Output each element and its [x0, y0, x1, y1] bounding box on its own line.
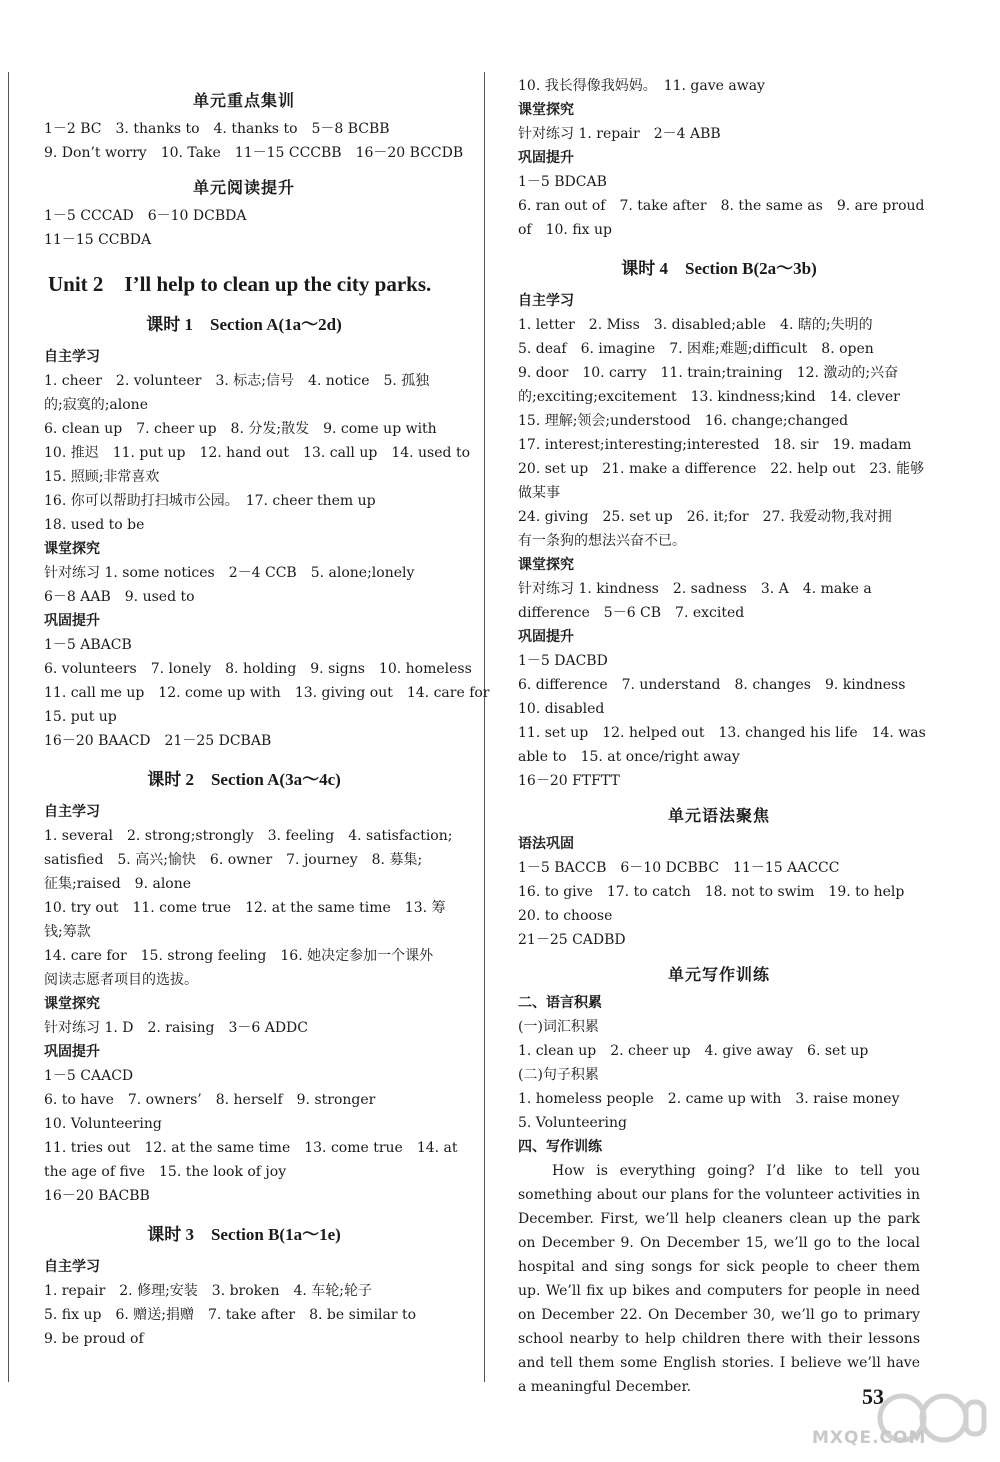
consolidate-label: 巩固提升 — [44, 613, 100, 629]
answer-line: 6. clean up 7. cheer up 8. 分发;散发 9. come up with — [44, 421, 437, 437]
answer-line: 1. letter 2. Miss 3. disabled;able 4. 瞎的;失明的 — [518, 317, 873, 333]
answer-line: 征集;raised 9. alone — [44, 876, 192, 892]
self-study-label: 自主学习 — [44, 804, 100, 820]
answer-line: 10. try out 11. come true 12. at the same time 13. 筹 — [44, 900, 446, 916]
answer-line: difference 5－6 CB 7. excited — [518, 605, 745, 621]
answer-line: 1. cheer 2. volunteer 3. 标志;信号 4. notice 5. 孤独 — [44, 373, 430, 389]
answer-line: 1. several 2. strong;strongly 3. feeling 4. satisfaction; — [44, 828, 453, 844]
answer-line: 的;寂寞的;alone — [44, 397, 148, 413]
answer-line: 16－20 BACBB — [44, 1188, 150, 1204]
answer-line: 15. 理解;领会;understood 16. change;changed — [518, 413, 849, 429]
answer-line: 1－5 ABACB — [44, 637, 132, 653]
answer-line: 的;exciting;excitement 13. kindness;kind 14. clever — [518, 389, 900, 405]
answer-line: 10. disabled — [518, 701, 605, 717]
answer-line: 11. tries out 12. at the same time 13. come true 14. at — [44, 1140, 458, 1156]
answer-line: 5. Volunteering — [518, 1115, 627, 1131]
answer-line: 14. care for 15. strong feeling 16. 她决定参加一个课外 — [44, 948, 434, 964]
lesson-1-title: 课时 1 Section A(1a～2d) — [146, 315, 342, 334]
answer-line: 21－25 CADBD — [518, 932, 626, 948]
answer-line: 6. volunteers 7. lonely 8. holding 9. signs 10. homeless — [44, 661, 472, 677]
answer-line: 9. be proud of — [44, 1331, 144, 1347]
sentence-label: (二)句子积累 — [518, 1067, 599, 1083]
answer-line: 针对练习 1. D 2. raising 3－6 ADDC — [44, 1020, 308, 1036]
answer-line: 10. 我长得像我妈妈。 11. gave away — [518, 78, 765, 94]
answer-line: 11. call me up 12. come up with 13. giving out 14. care for — [44, 685, 490, 701]
explore-label: 课堂探究 — [44, 541, 100, 557]
answer-line: 20. to choose — [518, 908, 613, 924]
answer-line: 1－5 DACBD — [518, 653, 608, 669]
answer-line: 16. 你可以帮助打扫城市公园。 17. cheer them up — [44, 493, 376, 509]
vocab-label: (一)词汇积累 — [518, 1019, 599, 1035]
answer-line: 1－5 BACCB 6－10 DCBBC 11－15 AACCC — [518, 860, 840, 876]
left-column — [44, 70, 490, 1351]
self-study-label: 自主学习 — [518, 293, 574, 309]
answer-line: able to 15. at once/right away — [518, 749, 740, 765]
self-study-label: 自主学习 — [44, 349, 100, 365]
grammar-heading: 单元语法聚焦 — [667, 806, 770, 825]
answer-line: 10. Volunteering — [44, 1116, 162, 1132]
answer-line: 17. interest;interesting;interested 18. sir 19. madam — [518, 437, 912, 453]
answer-line: 针对练习 1. kindness 2. sadness 3. A 4. make a — [518, 581, 872, 597]
consolidate-label: 巩固提升 — [518, 629, 574, 645]
unit-title: Unit 2 I’ll help to clean up the city parks. — [48, 272, 432, 296]
explore-label: 课堂探究 — [44, 996, 100, 1012]
answer-line: of 10. fix up — [518, 222, 612, 238]
answer-line: 1－5 BDCAB — [518, 174, 607, 190]
answer-line: 6－8 AAB 9. used to — [44, 589, 195, 605]
answer-line: 18. used to be — [44, 517, 145, 533]
language-accumulation-label: 二、语言积累 — [518, 995, 602, 1011]
answer-line: 1. clean up 2. cheer up 4. give away 6. set up — [518, 1043, 869, 1059]
answer-line: 1－5 CCCAD 6－10 DCBDA — [44, 208, 247, 224]
answer-line: 钱;筹款 — [44, 924, 91, 940]
sample-essay: How is everything going? I’d like to tell you something about our plans for the volunteer activities in December. First, we’ll help cleaners clean up the park on December 9. On December 15, we’ll go to the local hospital and sing songs for sick people to cheer them up. We’ll fix up bikes and computers for people in need on December 22. On December 30, we’ll go to primary school nearby to help children there with their lessons and tell them some English stories. I believe we’ll have a meaningful December. — [518, 1163, 920, 1395]
answer-line: 16. to give 17. to catch 18. not to swim 19. to help — [518, 884, 905, 900]
lesson-4-title: 课时 4 Section B(2a～3b) — [621, 259, 817, 278]
answer-line: 5. deaf 6. imagine 7. 困难;难题;difficult 8. open — [518, 341, 874, 357]
self-study-label: 自主学习 — [44, 1259, 100, 1275]
answer-line: 5. fix up 6. 赠送;捐赠 7. take after 8. be similar to — [44, 1307, 417, 1323]
answer-line: 6. difference 7. understand 8. changes 9. kindness — [518, 677, 906, 693]
left-border-line — [8, 72, 9, 1382]
answer-line: 11. set up 12. helped out 13. changed his life 14. was — [518, 725, 926, 741]
answer-line: 6. ran out of 7. take after 8. the same as 9. are proud — [518, 198, 925, 214]
consolidate-label: 巩固提升 — [44, 1044, 100, 1060]
unit1-reading-heading: 单元阅读提升 — [192, 178, 295, 197]
answer-line: 针对练习 1. some notices 2－4 CCB 5. alone;lonely — [44, 565, 415, 581]
explore-label: 课堂探究 — [518, 557, 574, 573]
answer-line: 1. repair 2. 修理;安装 3. broken 4. 车轮;轮子 — [44, 1283, 372, 1299]
answer-line: 针对练习 1. repair 2－4 ABB — [518, 126, 721, 142]
answer-line: satisfied 5. 高兴;愉快 6. owner 7. journey 8. 募集; — [44, 852, 423, 868]
consolidate-label: 巩固提升 — [518, 150, 574, 166]
grammar-label: 语法巩固 — [518, 836, 574, 852]
answer-line: 15. 照顾;非常喜欢 — [44, 469, 160, 485]
lesson-3-title: 课时 3 Section B(1a～1e) — [147, 1225, 341, 1244]
answer-line: 20. set up 21. make a difference 22. help out 23. 能够 — [518, 461, 925, 477]
answer-line: the age of five 15. the look of joy — [44, 1164, 287, 1180]
answer-line: 1－2 BC 3. thanks to 4. thanks to 5－8 BCBB — [44, 121, 390, 137]
answer-line: 16－20 BAACD 21－25 DCBAB — [44, 733, 272, 749]
unit1-review-heading: 单元重点集训 — [192, 91, 295, 110]
answer-line: 15. put up — [44, 709, 117, 725]
answer-line: 1－5 CAACD — [44, 1068, 134, 1084]
lesson-2-title: 课时 2 Section A(3a～4c) — [147, 770, 341, 789]
answer-line: 11－15 CCBDA — [44, 232, 152, 248]
column-divider — [484, 72, 485, 1382]
watermark-text: MXQE.COM — [812, 1428, 927, 1448]
page-number: 53 — [862, 1384, 884, 1409]
answer-line: 6. to have 7. owners’ 8. herself 9. stronger — [44, 1092, 376, 1108]
answer-line: 9. Don’t worry 10. Take 11－15 CCCBB 16－20 BCCDB — [44, 145, 464, 161]
answer-line: 9. door 10. carry 11. train;training 12. 激动的;兴奋 — [518, 365, 899, 381]
explore-label: 课堂探究 — [518, 102, 574, 118]
answer-line: 阅读志愿者项目的选拔。 — [44, 972, 198, 988]
answer-line: 16－20 FTFTT — [518, 773, 620, 789]
answer-line: 做某事 — [518, 485, 560, 501]
answer-line: 10. 推迟 11. put up 12. hand out 13. call up 14. used to — [44, 445, 470, 461]
answer-line: 有一条狗的想法兴奋不已。 — [518, 533, 686, 549]
writing-heading: 单元写作训练 — [667, 965, 770, 984]
writing-practice-label: 四、写作训练 — [518, 1139, 602, 1155]
answer-line: 24. giving 25. set up 26. it;for 27. 我爱动物,我对拥 — [518, 509, 892, 525]
right-column — [518, 74, 926, 1399]
answer-line: 1. homeless people 2. came up with 3. raise money — [518, 1091, 900, 1107]
